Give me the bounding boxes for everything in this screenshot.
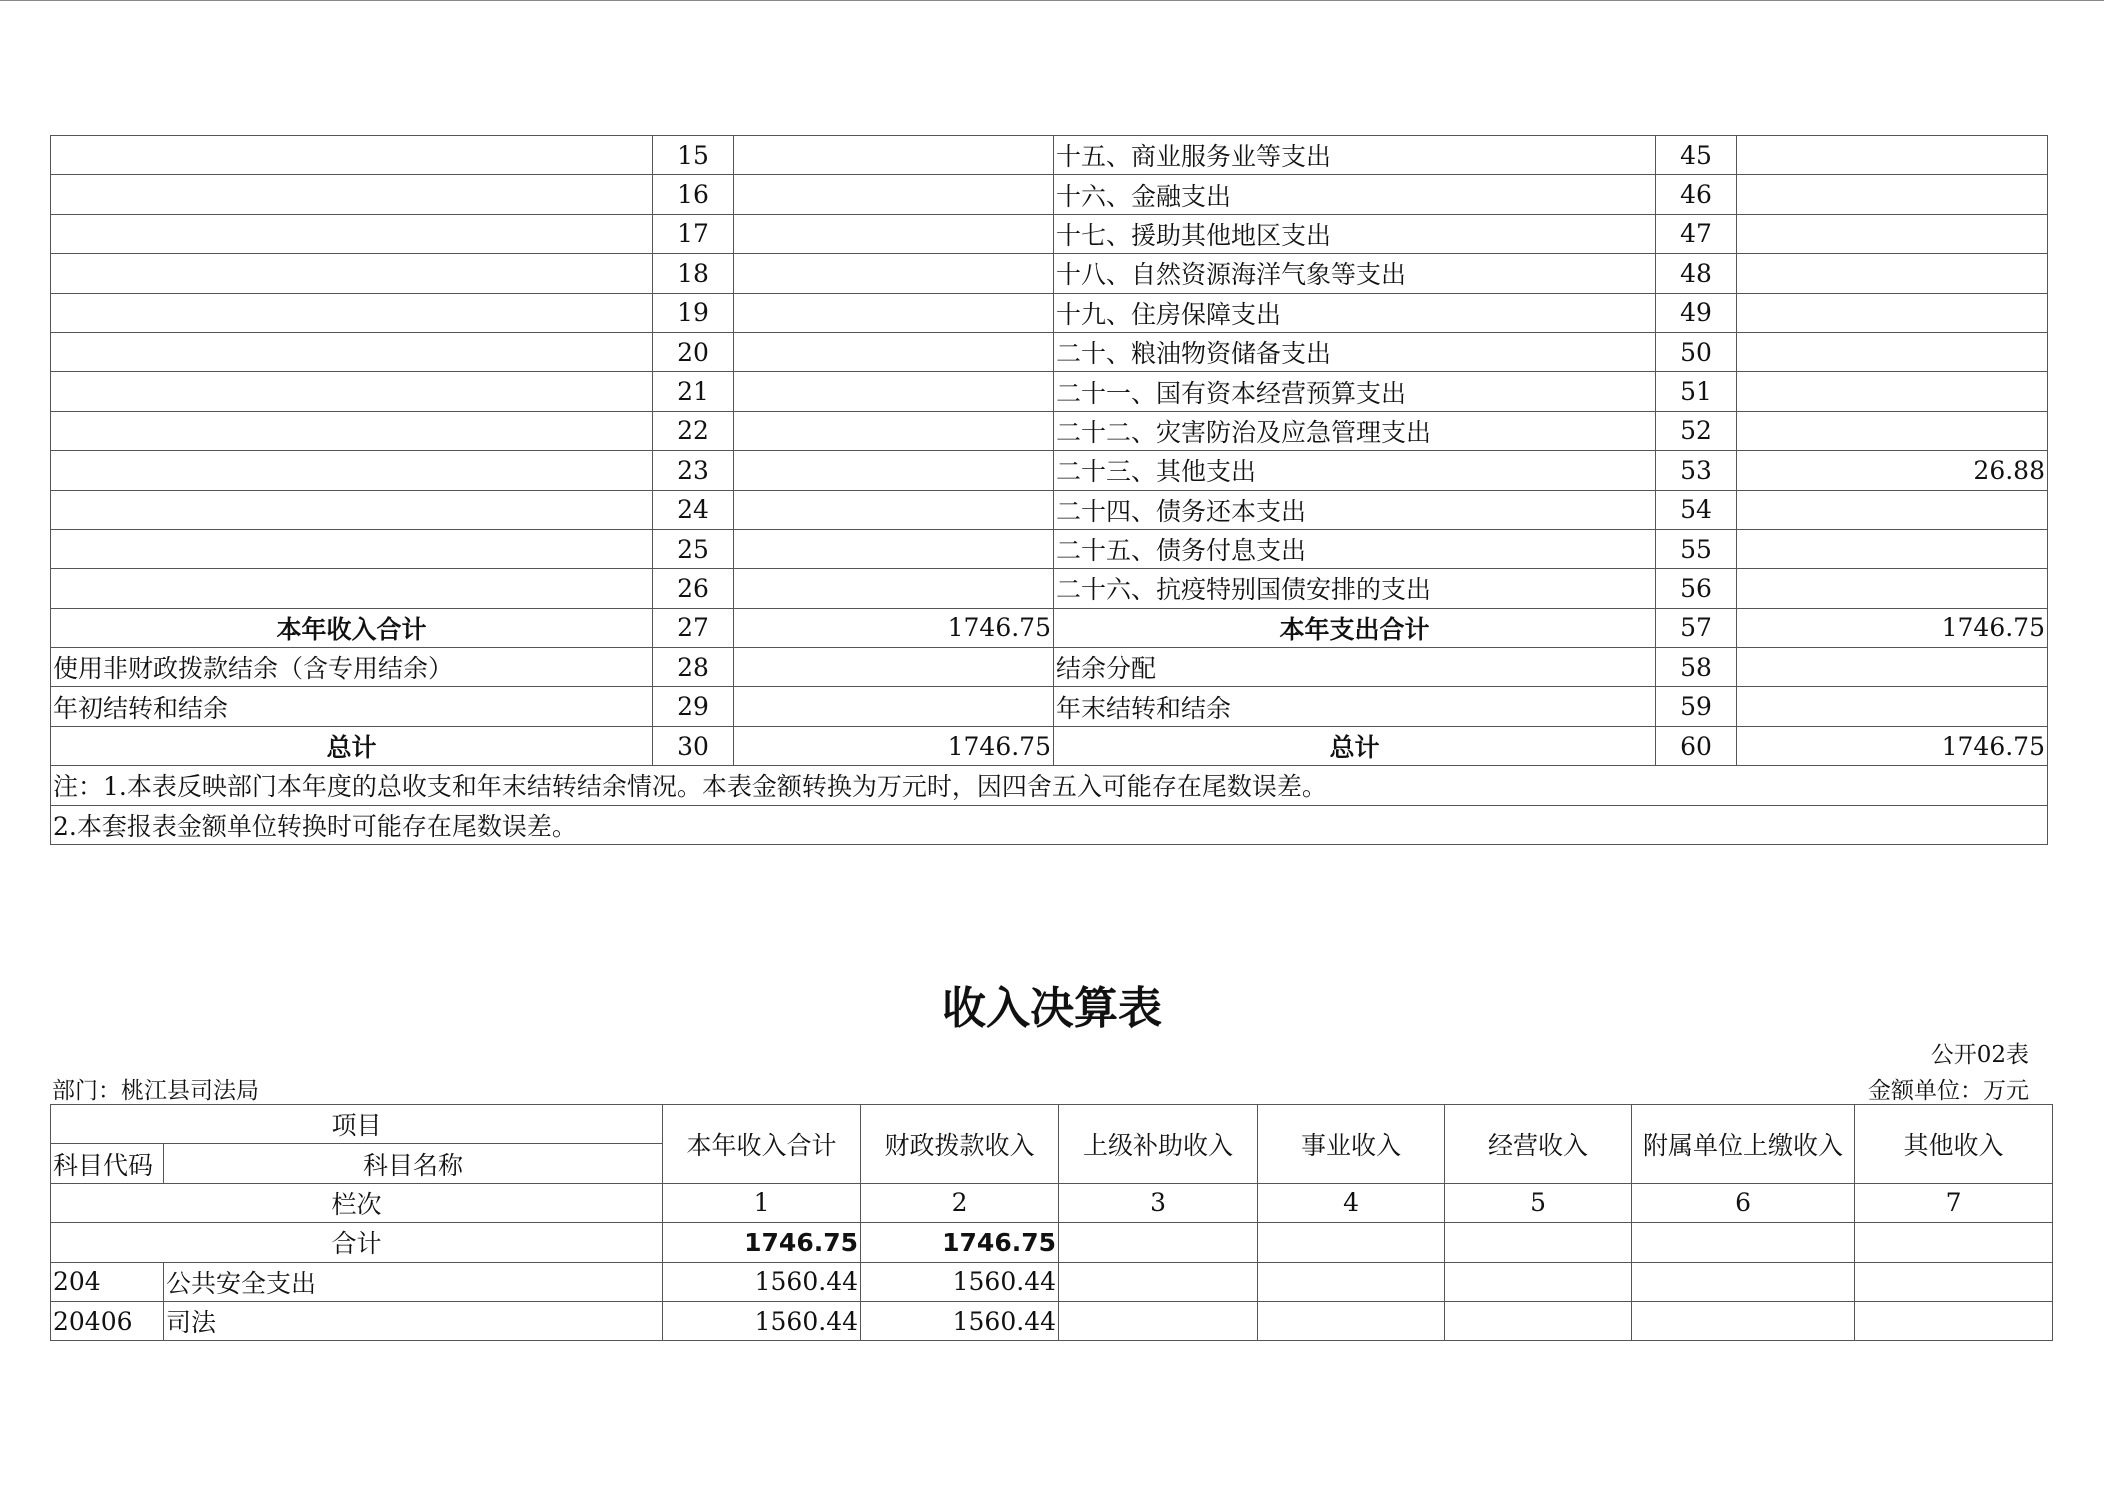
table-row [51, 214, 2048, 253]
row-number-left: 24 [653, 490, 734, 529]
subject-code: 204 [51, 1262, 164, 1301]
item-left-cell [51, 569, 653, 608]
income-final-accounts-table [50, 1104, 2053, 1341]
amount-right [1737, 569, 2048, 608]
grand-total-amount-left: 1746.75 [734, 726, 1054, 765]
column-index: 2 [861, 1183, 1059, 1222]
income-expenditure-body [51, 136, 2048, 845]
table-row [51, 411, 2048, 450]
amount-right [1737, 175, 2048, 214]
note-row [51, 766, 2048, 805]
amount-left [734, 529, 1054, 568]
item-right-cell: 二十六、抗疫特别国债安排的支出 [1054, 569, 1656, 608]
note-2: 2.本套报表金额单位转换时可能存在尾数误差。 [51, 805, 2048, 844]
table-row [51, 136, 2048, 175]
amount-cell [1632, 1262, 1855, 1301]
row-number-left: 22 [653, 411, 734, 450]
amount-cell [1059, 1262, 1258, 1301]
item-right-cell: 年末结转和结余 [1054, 687, 1656, 726]
amount-right [1737, 529, 2048, 568]
item-left-cell [51, 175, 653, 214]
row-number-left: 17 [653, 214, 734, 253]
column-index: 7 [1855, 1183, 2053, 1222]
row-number-right: 51 [1656, 372, 1737, 411]
amount-left [734, 175, 1054, 214]
column-index-row [51, 1183, 2053, 1222]
amount-left [734, 490, 1054, 529]
table-row [51, 687, 2048, 726]
amount-cell: 1560.44 [663, 1301, 861, 1340]
total-cell [1855, 1223, 2053, 1262]
subject-name: 司法 [164, 1301, 663, 1340]
amount-cell [1445, 1301, 1632, 1340]
table-row [51, 372, 2048, 411]
column-index: 3 [1059, 1183, 1258, 1222]
column-header: 附属单位上缴收入 [1632, 1105, 1855, 1184]
item-left-cell [51, 411, 653, 450]
total-cell: 1746.75 [663, 1223, 861, 1262]
amount-right: 26.88 [1737, 451, 2048, 490]
amount-cell [1855, 1301, 2053, 1340]
row-number-left: 23 [653, 451, 734, 490]
table-row [51, 1301, 2053, 1340]
item-right-cell: 十八、自然资源海洋气象等支出 [1054, 254, 1656, 293]
column-index: 4 [1258, 1183, 1445, 1222]
item-right-cell: 二十四、债务还本支出 [1054, 490, 1656, 529]
row-number-left: 20 [653, 332, 734, 371]
amount-right [1737, 372, 2048, 411]
amount-left [734, 648, 1054, 687]
grand-total-row [51, 726, 2048, 765]
table-row [51, 569, 2048, 608]
subject-code: 20406 [51, 1301, 164, 1340]
item-left-cell [51, 529, 653, 568]
amount-left [734, 136, 1054, 175]
item-left-cell: 年初结转和结余 [51, 687, 653, 726]
amount-left [734, 372, 1054, 411]
amount-cell [1445, 1262, 1632, 1301]
row-number-left: 28 [653, 648, 734, 687]
grand-total-label-left: 总计 [51, 726, 653, 765]
amount-cell [1258, 1262, 1445, 1301]
item-right-cell: 十七、援助其他地区支出 [1054, 214, 1656, 253]
amount-left [734, 214, 1054, 253]
row-number-right: 47 [1656, 214, 1737, 253]
amount-right [1737, 648, 2048, 687]
column-header: 本年收入合计 [663, 1105, 861, 1184]
table-row [51, 490, 2048, 529]
total-cell [1445, 1223, 1632, 1262]
column-header: 财政拨款收入 [861, 1105, 1059, 1184]
income-table-title: 收入决算表 [942, 983, 1162, 1034]
amount-right [1737, 254, 2048, 293]
column-header: 上级补助收入 [1059, 1105, 1258, 1184]
table-row [51, 175, 2048, 214]
item-right-cell: 十六、金融支出 [1054, 175, 1656, 214]
amount-cell [1855, 1262, 2053, 1301]
grand-total-amount-right: 1746.75 [1737, 726, 2048, 765]
column-header: 其他收入 [1855, 1105, 2053, 1184]
amount-cell [1258, 1301, 1445, 1340]
code-header: 科目代码 [51, 1144, 164, 1183]
amount-right [1737, 490, 2048, 529]
amount-left [734, 254, 1054, 293]
row-number-right: 48 [1656, 254, 1737, 293]
row-number-left: 16 [653, 175, 734, 214]
row-number-right: 46 [1656, 175, 1737, 214]
row-number-right: 45 [1656, 136, 1737, 175]
department-label: 部门：桃江县司法局 [52, 1078, 259, 1104]
amount-left [734, 332, 1054, 371]
form-number: 公开02表 [1930, 1042, 2029, 1068]
row-number-left: 27 [653, 608, 734, 647]
row-number-right: 59 [1656, 687, 1737, 726]
row-number-right: 50 [1656, 332, 1737, 371]
total-cell: 1746.75 [861, 1223, 1059, 1262]
amount-cell: 1560.44 [861, 1301, 1059, 1340]
item-left-cell [51, 136, 653, 175]
table-row [51, 648, 2048, 687]
column-header: 事业收入 [1258, 1105, 1445, 1184]
row-number-right: 58 [1656, 648, 1737, 687]
table-row [51, 293, 2048, 332]
total-cell [1059, 1223, 1258, 1262]
row-number-left: 30 [653, 726, 734, 765]
amount-right [1737, 293, 2048, 332]
item-right-cell: 十五、商业服务业等支出 [1054, 136, 1656, 175]
amount-right [1737, 214, 2048, 253]
amount-cell [1632, 1301, 1855, 1340]
table-row [51, 254, 2048, 293]
total-cell [1258, 1223, 1445, 1262]
column-index: 5 [1445, 1183, 1632, 1222]
item-right-cell: 二十、粮油物资储备支出 [1054, 332, 1656, 371]
amount-unit-label: 金额单位：万元 [1868, 1078, 2029, 1104]
amount-left [734, 569, 1054, 608]
amount-cell: 1560.44 [663, 1262, 861, 1301]
expenditure-total-amount: 1746.75 [1737, 608, 2048, 647]
row-number-right: 60 [1656, 726, 1737, 765]
header-row [51, 1105, 2053, 1144]
item-left-cell [51, 490, 653, 529]
item-left-cell [51, 451, 653, 490]
row-number-left: 25 [653, 529, 734, 568]
amount-right [1737, 332, 2048, 371]
table-row [51, 529, 2048, 568]
total-label: 合计 [51, 1223, 663, 1262]
row-number-right: 57 [1656, 608, 1737, 647]
row-number-right: 49 [1656, 293, 1737, 332]
item-right-cell: 结余分配 [1054, 648, 1656, 687]
row-number-left: 26 [653, 569, 734, 608]
table-row [51, 1262, 2053, 1301]
amount-left [734, 451, 1054, 490]
row-number-left: 29 [653, 687, 734, 726]
grand-total-label-right: 总计 [1054, 726, 1656, 765]
column-index: 1 [663, 1183, 861, 1222]
item-right-cell: 十九、住房保障支出 [1054, 293, 1656, 332]
row-number-left: 15 [653, 136, 734, 175]
item-left-cell [51, 293, 653, 332]
page-top-border [0, 0, 2104, 1]
total-row [51, 1223, 2053, 1262]
table-row [51, 332, 2048, 371]
project-header: 项目 [51, 1105, 663, 1144]
table-row [51, 451, 2048, 490]
amount-left [734, 687, 1054, 726]
row-number-right: 52 [1656, 411, 1737, 450]
item-right-cell: 二十二、灾害防治及应急管理支出 [1054, 411, 1656, 450]
subject-name: 公共安全支出 [164, 1262, 663, 1301]
income-total-row [51, 608, 2048, 647]
amount-right [1737, 687, 2048, 726]
note-row [51, 805, 2048, 844]
amount-right [1737, 136, 2048, 175]
amount-right [1737, 411, 2048, 450]
note-1: 注：1.本表反映部门本年度的总收支和年末结转结余情况。本表金额转换为万元时，因四舍五入可能存在尾数误差。 [51, 766, 2048, 805]
column-index-label: 栏次 [51, 1183, 663, 1222]
row-number-right: 56 [1656, 569, 1737, 608]
column-header: 经营收入 [1445, 1105, 1632, 1184]
amount-left [734, 411, 1054, 450]
income-expenditure-table [50, 135, 2048, 845]
row-number-right: 55 [1656, 529, 1737, 568]
item-left-cell [51, 254, 653, 293]
row-number-right: 53 [1656, 451, 1737, 490]
row-number-right: 54 [1656, 490, 1737, 529]
item-left-cell [51, 214, 653, 253]
item-right-cell: 二十三、其他支出 [1054, 451, 1656, 490]
item-left-cell: 使用非财政拨款结余（含专用结余） [51, 648, 653, 687]
item-right-cell: 二十一、国有资本经营预算支出 [1054, 372, 1656, 411]
income-total-amount: 1746.75 [734, 608, 1054, 647]
amount-cell [1059, 1301, 1258, 1340]
row-number-left: 19 [653, 293, 734, 332]
amount-cell: 1560.44 [861, 1262, 1059, 1301]
item-right-cell: 二十五、债务付息支出 [1054, 529, 1656, 568]
row-number-left: 18 [653, 254, 734, 293]
item-left-cell [51, 372, 653, 411]
item-left-cell [51, 332, 653, 371]
column-index: 6 [1632, 1183, 1855, 1222]
row-number-left: 21 [653, 372, 734, 411]
amount-left [734, 293, 1054, 332]
income-total-label: 本年收入合计 [51, 608, 653, 647]
name-header: 科目名称 [164, 1144, 663, 1183]
total-cell [1632, 1223, 1855, 1262]
expenditure-total-label: 本年支出合计 [1054, 608, 1656, 647]
